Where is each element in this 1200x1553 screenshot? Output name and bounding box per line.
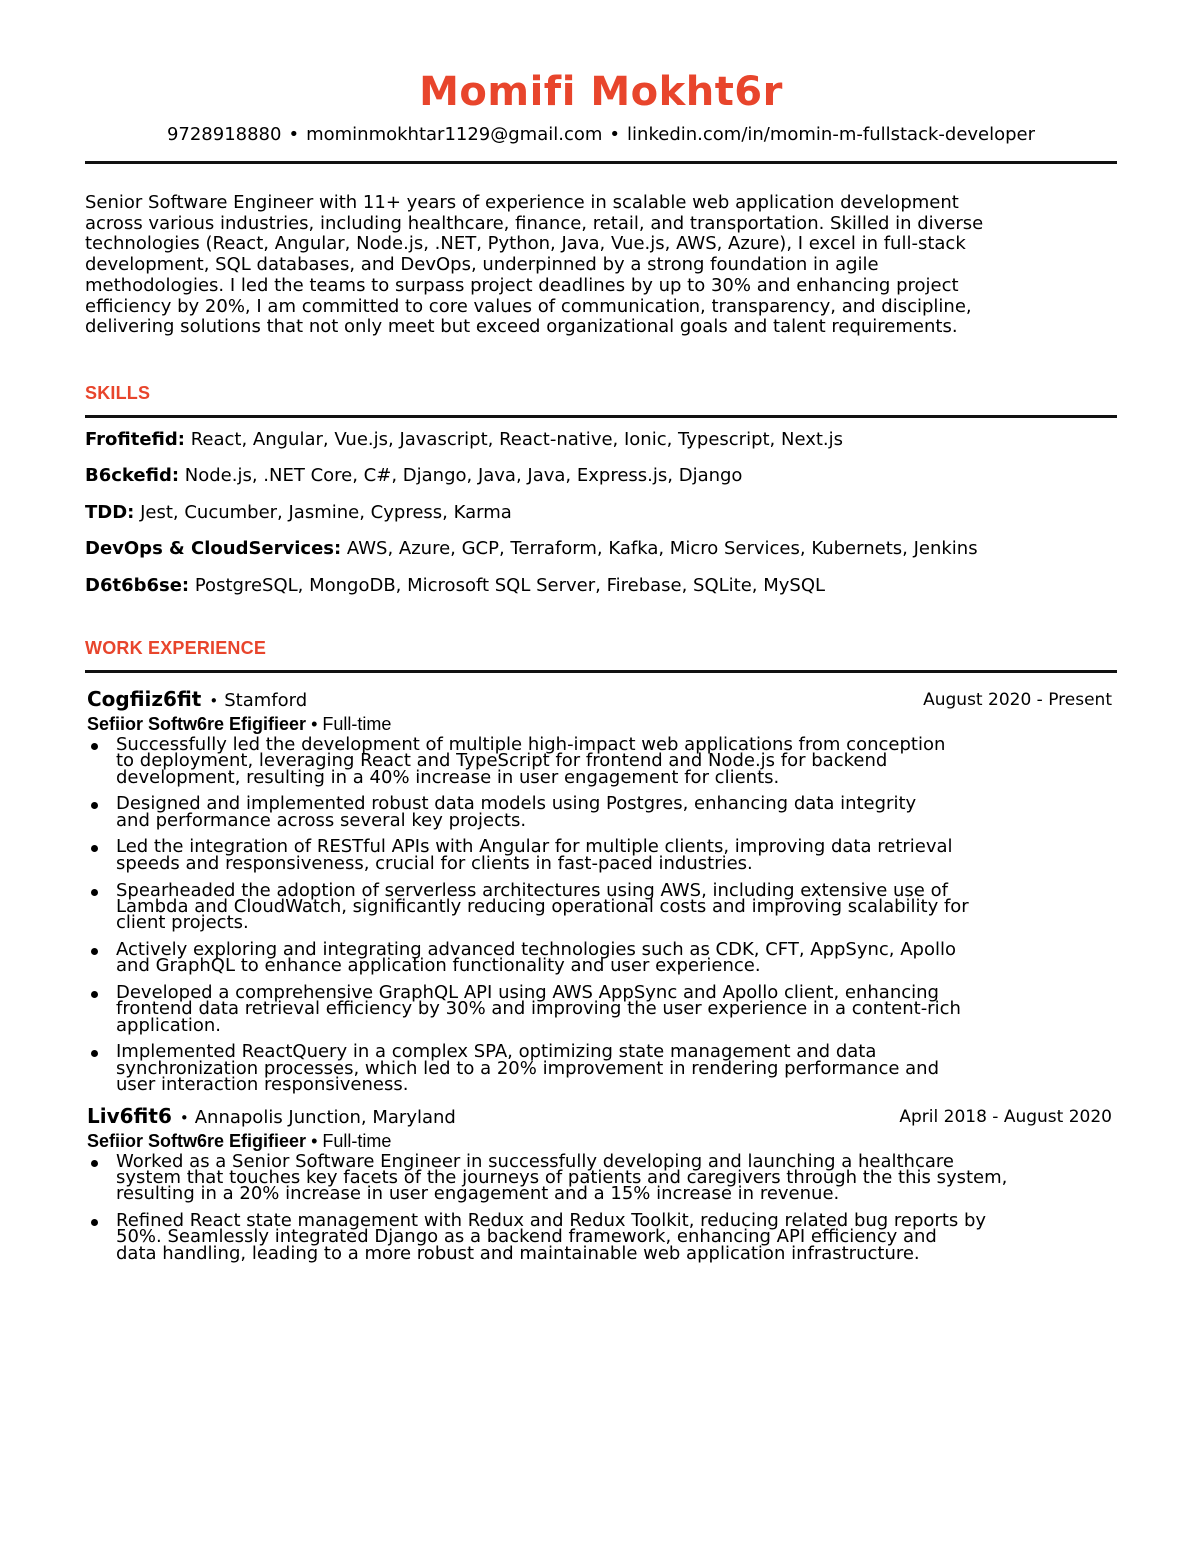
list-item: Spearheaded the adoption of serverless architectures using AWS, including extensive use of Lambda and CloudWatch, significantly reducing operational costs and improving scalability for client projects. xyxy=(85,883,1117,932)
list-item: Worked as a Senior Software Engineer in successfully developing and launching a healthcare system that touches key facets of the journeys of patients and caregivers through the this system, resulting in a 20% increase in user engagement and a 15% increase in revenue. xyxy=(85,1154,1117,1203)
contact-separator: • xyxy=(609,124,621,145)
bullet-separator: • xyxy=(311,713,318,734)
job-entry-2 xyxy=(85,1104,1117,1262)
bullet-separator: • xyxy=(209,691,219,710)
list-item: Designed and implemented robust data models using Postgres, enhancing data integrity and performance across several key projects. xyxy=(85,796,1117,829)
job-header xyxy=(85,687,1117,713)
resume-page xyxy=(85,68,1117,1273)
skill-row-tdd xyxy=(85,502,1117,524)
skill-row-database xyxy=(85,575,1117,597)
skill-values: Jest, Cucumber, Jasmine, Cypress, Karma xyxy=(134,501,512,523)
skill-row-devops xyxy=(85,538,1117,560)
job-dates: April 2018 - August 2020 xyxy=(899,1106,1112,1127)
skill-label: B6ckefid: xyxy=(85,465,180,487)
linkedin-url: linkedin.com/in/momin-m-fullstack-developer xyxy=(627,124,1036,145)
company-name: Cogfiiz6fit xyxy=(87,686,202,711)
skill-label: D6t6b6se: xyxy=(85,574,190,596)
list-item: Led the integration of RESTful APIs with Angular for multiple clients, improving data retrieval speeds and responsiveness, crucial for clients in fast-paced industries. xyxy=(85,839,1117,872)
skill-values: PostgreSQL, MongoDB, Microsoft SQL Server, Firebase, SQLite, MySQL xyxy=(189,574,826,596)
role-title: Sefiior Softw6re Efigifieer xyxy=(87,1130,307,1151)
list-item: Successfully led the development of multiple high-impact web applications from conception to deployment, leveraging React and TypeScript for frontend and Node.js for backend development, resulting in a 40% increase in user engagement for clients. xyxy=(85,737,1117,786)
job-company-line xyxy=(87,1104,456,1130)
job-bullets xyxy=(85,1150,1117,1264)
candidate-name: Momifi Mokht6r xyxy=(419,69,783,115)
role-title: Sefiior Softw6re Efigifieer xyxy=(87,713,307,734)
email-address: mominmokhtar1129@gmail.com xyxy=(306,124,603,145)
employment-type: Full-time xyxy=(322,1130,392,1151)
skill-label: Frofitefid: xyxy=(85,428,185,450)
skills-list xyxy=(85,429,1117,597)
skill-row-backend xyxy=(85,465,1117,487)
header-divider xyxy=(85,161,1117,164)
company-location: Stamford xyxy=(224,689,308,711)
job-dates: August 2020 - Present xyxy=(923,689,1112,710)
bullet-separator: • xyxy=(179,1108,189,1127)
job-entry-1 xyxy=(85,687,1117,1093)
skill-values: AWS, Azure, GCP, Terraform, Kafka, Micro Services, Kubernets, Jenkins xyxy=(341,538,978,560)
contact-line xyxy=(85,124,1117,146)
section-title-skills: SKILLS xyxy=(85,382,151,403)
skill-row-frontend xyxy=(85,429,1117,451)
skill-values: React, Angular, Vue.js, Javascript, React-native, Ionic, Typescript, Next.js xyxy=(184,428,844,450)
company-location: Annapolis Junction, Maryland xyxy=(194,1106,456,1128)
section-title-work-experience: WORK EXPERIENCE xyxy=(85,637,267,658)
skill-label: DevOps & CloudServices: xyxy=(85,538,342,560)
list-item: Implemented ReactQuery in a complex SPA, optimizing state management and data synchronization processes, which led to a 20% improvement in rendering performance and user interaction responsiveness. xyxy=(85,1044,1117,1093)
list-item: Developed a comprehensive GraphQL API using AWS AppSync and Apollo client, enhancing frontend data retrieval efficiency by 30% and improving the user experience in a content-rich application. xyxy=(85,985,1117,1034)
bullet-separator: • xyxy=(311,1130,318,1151)
professional-summary: Senior Software Engineer with 11+ years of experience in scalable web application development across various industries, including healthcare, finance, retail, and transportation. Skilled in diverse technologies (React, Angular, Node.js, .NET, Python, Java, Vue.js, AWS, Azure), I excel in full-stack development, SQL databases, and DevOps, underpinned by a strong foundation in agile methodologies. I led the teams to surpass project deadlines by up to 30% and enhancing project efficiency by 20%, I am committed to core values of communication, transparency, and discipline, delivering solutions that not only meet but exceed organizational goals and talent requirements. xyxy=(85,192,984,338)
job-company-line xyxy=(87,687,307,713)
skill-label: TDD: xyxy=(85,501,135,523)
work-divider xyxy=(85,670,1117,673)
contact-separator: • xyxy=(288,124,300,145)
list-item: Refined React state management with Redux and Redux Toolkit, reducing related bug reports by 50%. Seamlessly integrated Django as a backend framework, enhancing API efficiency and data handling, leading to a more robust and maintainable web application infrastructure. xyxy=(85,1213,1117,1262)
skill-values: Node.js, .NET Core, C#, Django, Java, Java, Express.js, Django xyxy=(179,465,743,487)
job-bullets xyxy=(85,733,1117,1095)
skills-divider xyxy=(85,415,1117,418)
company-name: Liv6fit6 xyxy=(87,1103,172,1128)
employment-type: Full-time xyxy=(322,713,392,734)
list-item: Actively exploring and integrating advanced technologies such as CDK, CFT, AppSync, Apollo and GraphQL to enhance application functionality and user experience. xyxy=(85,942,1117,975)
phone-number: 9728918880 xyxy=(166,124,282,145)
job-header xyxy=(85,1104,1117,1130)
